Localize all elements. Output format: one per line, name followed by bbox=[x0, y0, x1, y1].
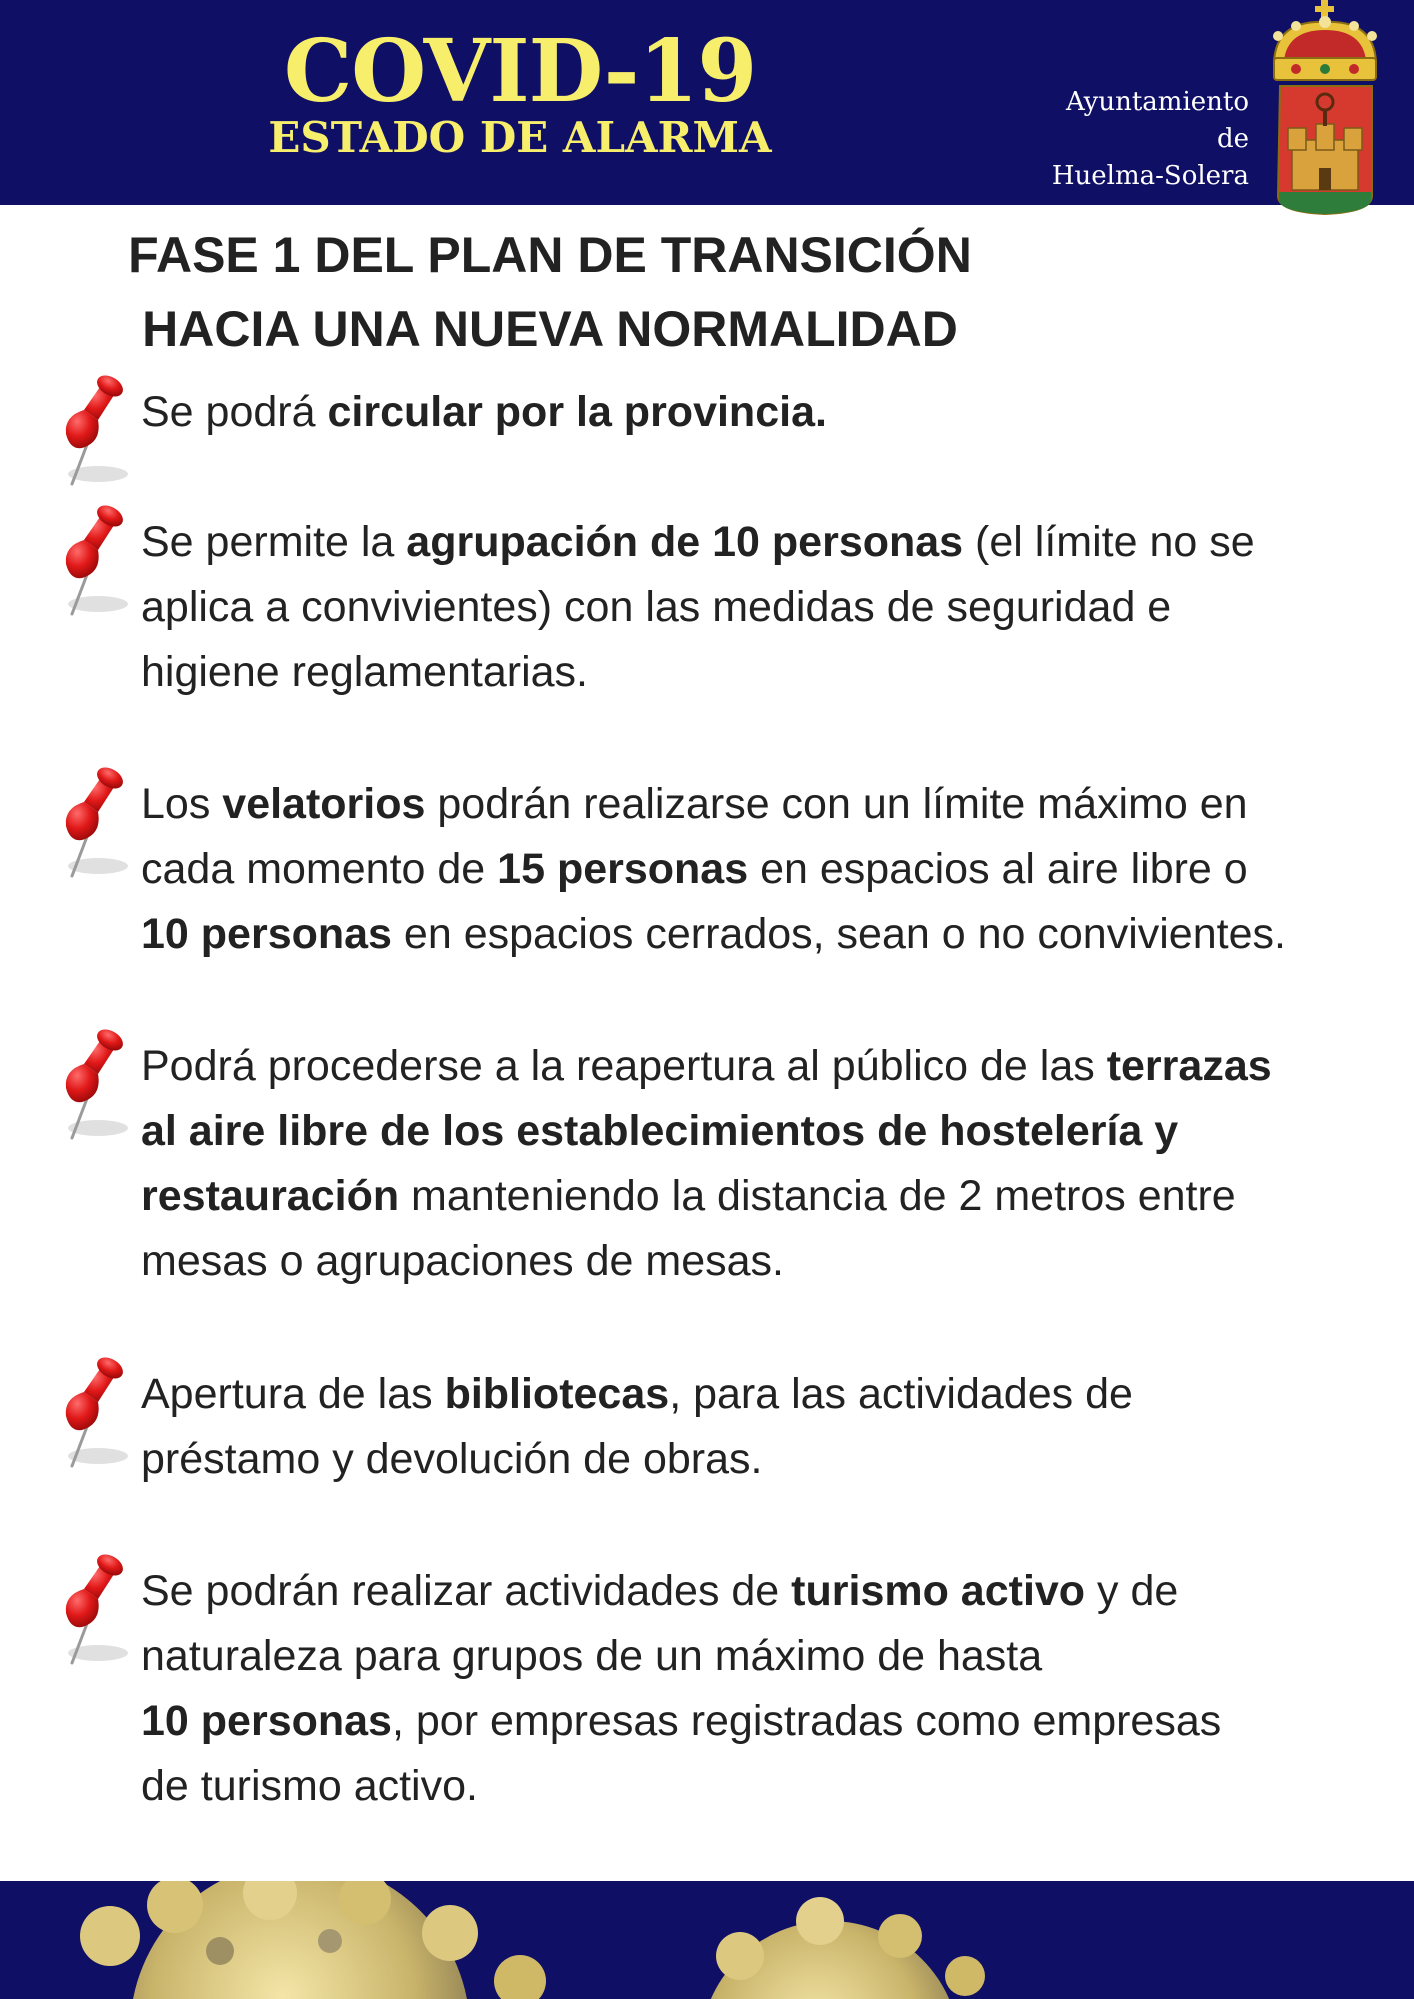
item-text-run: podrán realizarse con un límite máximo en bbox=[425, 780, 1248, 828]
item-text-line bbox=[141, 1164, 1411, 1229]
item-text-bold: 10 personas bbox=[141, 910, 392, 958]
item-text-line bbox=[141, 1689, 1411, 1754]
item-text-run: de turismo activo. bbox=[141, 1762, 478, 1810]
item-text-line bbox=[141, 1754, 1411, 1819]
item-text-run: manteniendo la distancia de 2 metros entre bbox=[399, 1172, 1236, 1220]
item-text-line bbox=[141, 1427, 1411, 1492]
item-text-run: Se podrán realizar actividades de bbox=[141, 1567, 792, 1615]
municipality-line: Ayuntamiento bbox=[1065, 87, 1249, 117]
item-text-run: Los bbox=[141, 780, 223, 828]
item-text-line bbox=[141, 1624, 1411, 1689]
item-text-bold: agrupación de 10 personas bbox=[406, 518, 964, 566]
item-text bbox=[141, 772, 1411, 967]
item-text-run: Podrá procederse a la reapertura al público de las bbox=[141, 1042, 1107, 1090]
item-text-bold: al aire libre de los establecimientos de hostelería y bbox=[141, 1107, 1179, 1155]
page-title-line: FASE 1 DEL PLAN DE TRANSICIÓN bbox=[128, 227, 972, 283]
item-text-line bbox=[141, 1559, 1411, 1624]
item-text-run: higiene reglamentarias. bbox=[141, 648, 588, 696]
item-text-run: en espacios cerrados, sean o no convivientes. bbox=[391, 910, 1286, 958]
item-text-run: , para las actividades de bbox=[669, 1370, 1133, 1418]
item-text bbox=[141, 1034, 1411, 1294]
item-text-line bbox=[141, 1034, 1411, 1099]
item-text bbox=[141, 1559, 1411, 1819]
item-text-run: Se podrá bbox=[141, 388, 328, 436]
alarm-subtitle: ESTADO DE ALARMA bbox=[268, 113, 772, 162]
item-text-line bbox=[141, 575, 1411, 640]
item-text-run: (el límite no se bbox=[963, 518, 1255, 566]
item-text-line bbox=[141, 772, 1411, 837]
item-text bbox=[141, 380, 1411, 445]
item-text-bold: 10 personas bbox=[141, 1697, 392, 1745]
item-text-line bbox=[141, 837, 1411, 902]
item-text-line bbox=[141, 510, 1411, 575]
coronavirus-illustration bbox=[0, 1881, 1414, 1999]
item-text-run: naturaleza para grupos de un máximo de hasta bbox=[141, 1632, 1043, 1680]
item-text-bold: circular por la provincia. bbox=[327, 388, 827, 436]
item-text-bold: restauración bbox=[141, 1172, 400, 1220]
page-title-line: HACIA UNA NUEVA NORMALIDAD bbox=[142, 301, 958, 357]
item-text bbox=[141, 510, 1411, 705]
coat-of-arms-icon bbox=[1266, 0, 1384, 222]
item-text-line bbox=[141, 902, 1411, 967]
item-text-run: aplica a convivientes) con las medidas de seguridad e bbox=[141, 583, 1172, 631]
footer-virus-banner bbox=[0, 1881, 1414, 1999]
item-text-bold: turismo activo bbox=[791, 1567, 1086, 1615]
item-text-line bbox=[141, 1099, 1411, 1164]
municipality-line: de bbox=[1216, 124, 1249, 154]
item-text-bold: velatorios bbox=[222, 780, 426, 828]
item-text-line bbox=[141, 1229, 1411, 1294]
item-text-line bbox=[141, 1362, 1411, 1427]
item-text-bold: terrazas bbox=[1106, 1042, 1272, 1090]
item-text bbox=[141, 1362, 1411, 1492]
item-text-line bbox=[141, 640, 1411, 705]
item-text-run: mesas o agrupaciones de mesas. bbox=[141, 1237, 784, 1285]
item-text-bold: 15 personas bbox=[497, 845, 749, 893]
header-banner bbox=[0, 0, 1414, 205]
item-text-bold: bibliotecas bbox=[444, 1370, 670, 1418]
item-text-run: Se permite la bbox=[141, 518, 407, 566]
item-text-run: cada momento de bbox=[141, 845, 498, 893]
item-text-run: en espacios al aire libre o bbox=[748, 845, 1248, 893]
covid-title: COVID-19 bbox=[283, 21, 757, 122]
item-text-run: y de bbox=[1085, 1567, 1179, 1615]
item-text-run: , por empresas registradas como empresas bbox=[391, 1697, 1222, 1745]
item-text-run: Apertura de las bbox=[141, 1370, 445, 1418]
item-text-line bbox=[141, 380, 1411, 445]
item-text-run: préstamo y devolución de obras. bbox=[141, 1435, 763, 1483]
municipality-name bbox=[1052, 84, 1249, 195]
municipality-line: Huelma-Solera bbox=[1051, 161, 1249, 191]
page-title bbox=[50, 218, 1050, 366]
